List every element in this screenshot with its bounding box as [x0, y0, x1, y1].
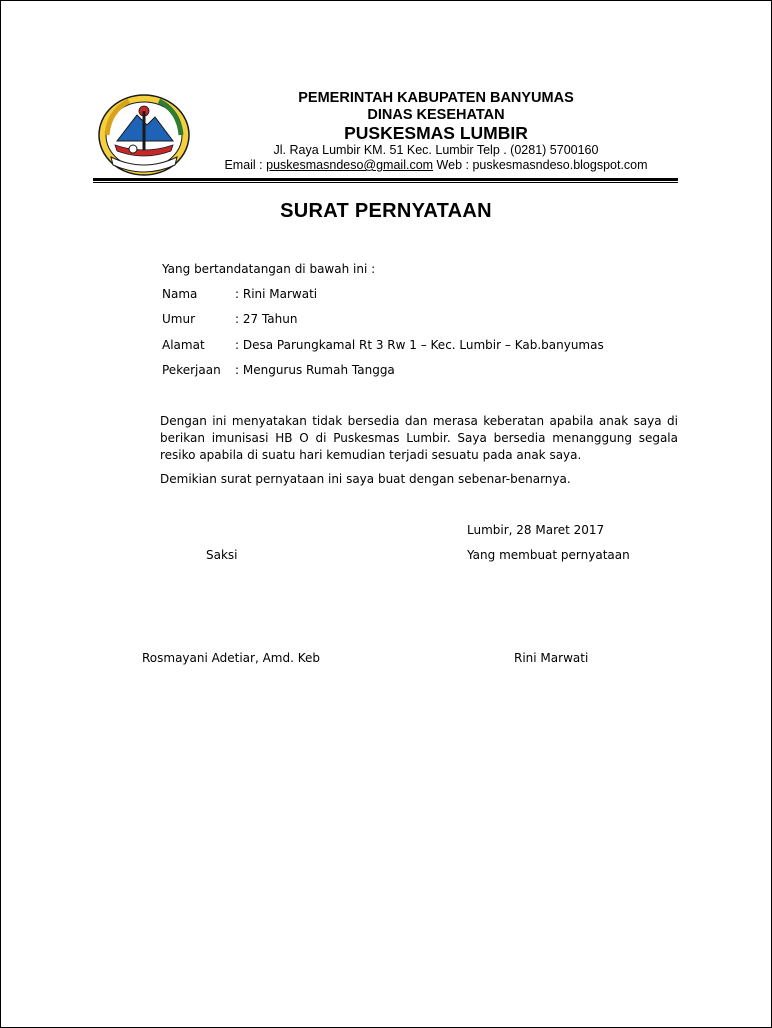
witness-name: Rosmayani Adetiar, Amd. Keb [142, 651, 321, 665]
letterhead-contact [191, 159, 681, 172]
witness-label: Saksi [206, 548, 238, 562]
letterhead-department: DINAS KESEHATAN [367, 107, 505, 123]
place-date: Lumbir, 28 Maret 2017 [467, 523, 605, 537]
letterhead-institution: PUSKESMAS LUMBIR [344, 123, 528, 143]
field-label: Umur [162, 312, 196, 326]
maker-name: Rini Marwati [514, 651, 589, 665]
web-text: Web : puskesmasndeso.blogspot.com [433, 158, 648, 172]
intro-text: Yang bertandatangan di bawah ini : [162, 262, 376, 276]
letterhead-address: Jl. Raya Lumbir KM. 51 Kec. Lumbir Telp . (0281) 5700160 [273, 143, 599, 157]
field-label: Alamat [162, 338, 205, 352]
statement-paragraph: Dengan ini menyatakan tidak bersedia dan merasa keberatan apabila anak saya di berikan imunisasi HB O di Puskesmas Lumbir. Saya bersedia menanggung segala resiko apabila di suatu hari kemudian terjadi sesuatu pada anak saya. [160, 414, 678, 462]
letterhead-divider [93, 178, 678, 183]
maker-label: Yang membuat pernyataan [467, 548, 630, 562]
field-value: : 27 Tahun [235, 312, 298, 326]
letterhead-government: PEMERINTAH KABUPATEN BANYUMAS [298, 90, 574, 106]
field-value: : Mengurus Rumah Tangga [235, 363, 395, 377]
banyumas-regency-seal-icon [97, 93, 191, 177]
field-label: Pekerjaan [162, 363, 221, 377]
field-value: : Desa Parungkamal Rt 3 Rw 1 – Kec. Lumbir – Kab.banyumas [235, 338, 604, 352]
field-value: : Rini Marwati [235, 287, 318, 301]
field-label: Nama [162, 287, 198, 301]
email-link[interactable]: puskesmasndeso@gmail.com [266, 158, 434, 172]
closing-text: Demikian surat pernyataan ini saya buat dengan sebenar-benarnya. [160, 472, 571, 486]
email-prefix: Email : [224, 158, 267, 172]
document-title: SURAT PERNYATAAN [280, 200, 492, 222]
